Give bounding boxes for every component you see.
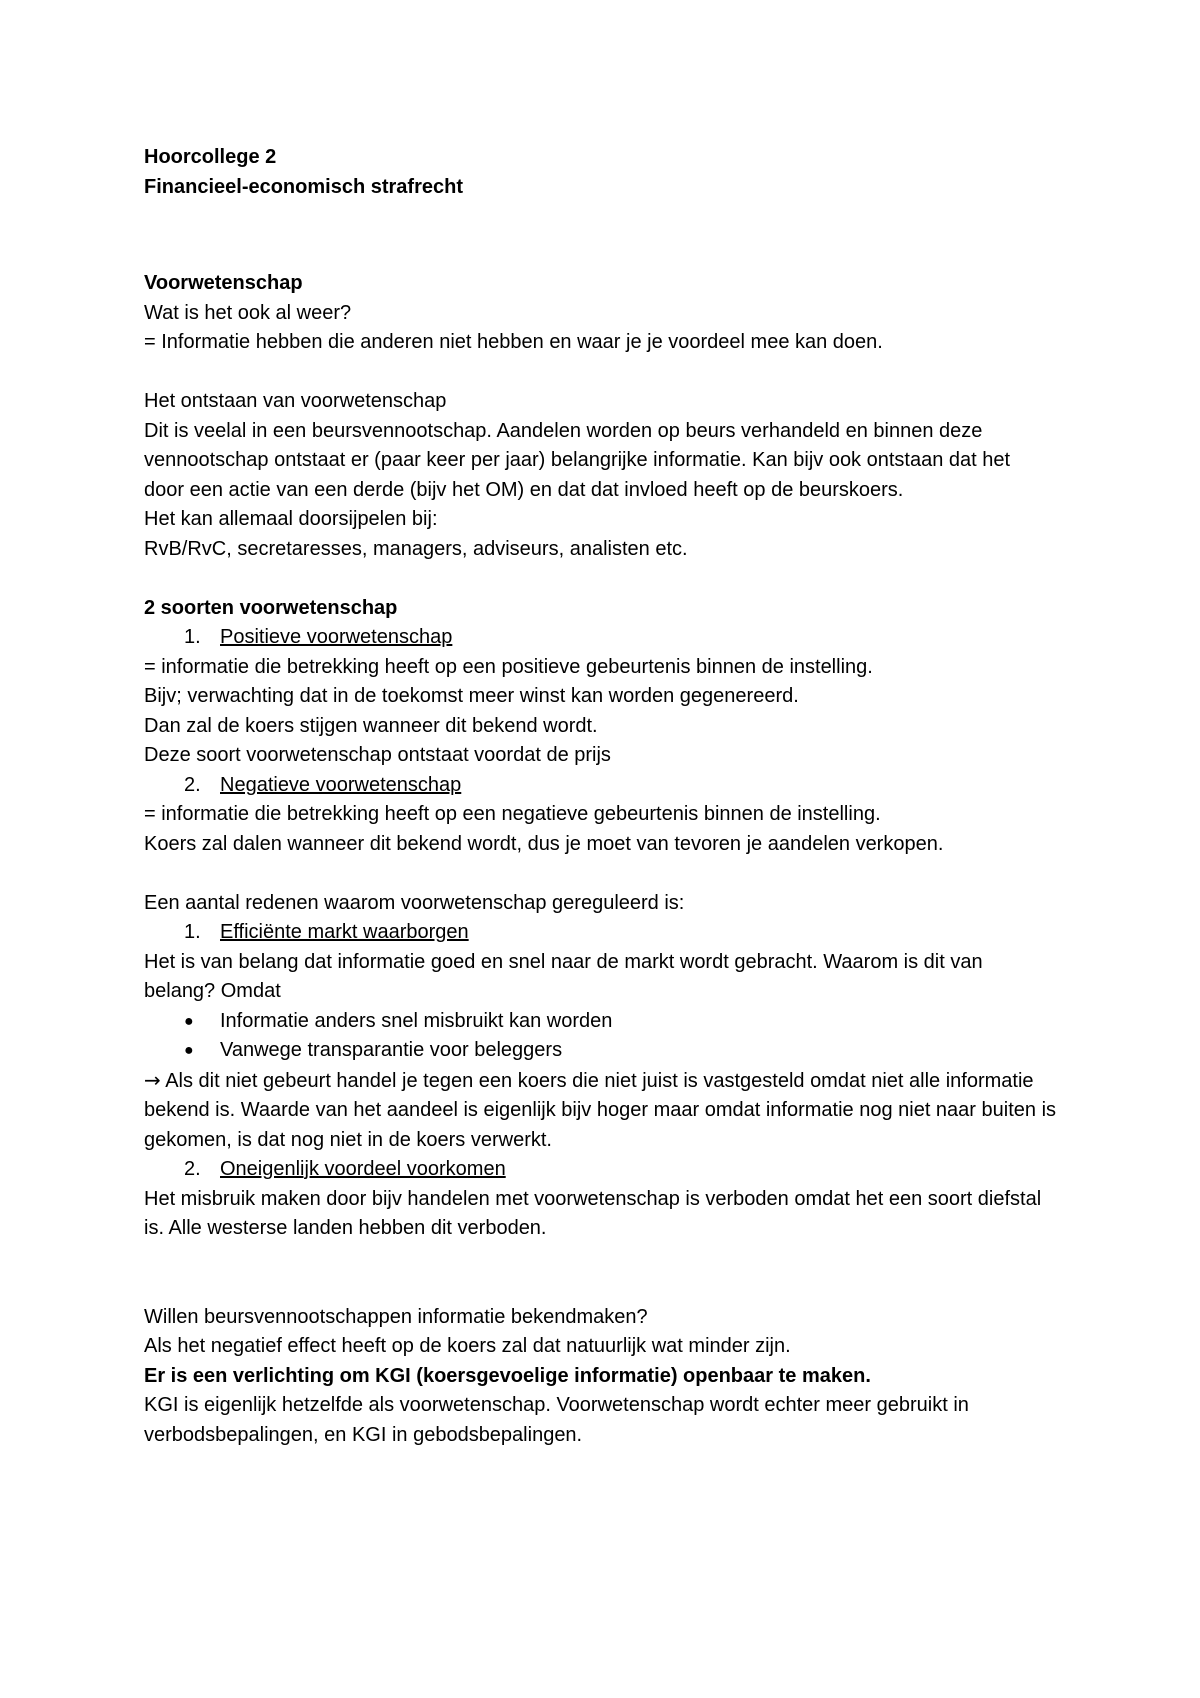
heading-voorwetenschap: Voorwetenschap <box>144 272 303 294</box>
ontstaan-paragraph: Dit is veelal in een beursvennootschap. Aandelen worden op beurs verhandeld en binnen deze vennootschap ontstaat er (paar keer per jaar) belangrijke informatie. Kan bijv ook ontstaan dat het door een actie van een derde (bijv het OM) en dat dat invloed heeft op de beurskoers. <box>144 419 1011 501</box>
document-subtitle: Financieel-economisch strafrecht <box>144 175 463 198</box>
definition-text: = Informatie hebben die anderen niet hebben en waar je je voordeel mee kan doen. <box>144 331 883 353</box>
efficient-paragraph: Het is van belang dat informatie goed en snel naar de markt wordt gebracht. Waarom is dit van belang? Omdat <box>144 950 983 1002</box>
text-line: Als het negatief effect heeft op de koers zal dat natuurlijk wat minder zijn. <box>144 1335 791 1357</box>
bullet-text: Vanwege transparantie voor beleggers <box>220 1039 563 1061</box>
arrow-icon: → <box>144 1067 161 1092</box>
numbered-item <box>144 623 1064 653</box>
text-line: Koers zal dalen wanneer dit bekend wordt, dus je moet van tevoren je aandelen verkopen. <box>144 832 944 855</box>
question-text: Wat is het ook al weer? <box>144 301 352 324</box>
document-body <box>144 143 1064 1450</box>
bullet-item <box>144 1036 1064 1066</box>
arrow-text: Als dit niet gebeurt handel je tegen een koers die niet juist is vastgesteld omdat niet alle informatie bekend is. Waarde van het aandeel is eigenlijk bijv hoger maar omdat informatie nog niet naar buiten is gekomen, is dat nog niet in de koers verwerkt. <box>144 1069 1057 1151</box>
text-line: Dan zal de koers stijgen wanneer dit bekend wordt. <box>144 714 598 737</box>
arrow-paragraph <box>144 1066 1059 1156</box>
text-line: Bijv; verwachting dat in de toekomst meer winst kan worden gegenereerd. <box>144 685 799 707</box>
item-number: 1. <box>184 626 201 648</box>
kgi-paragraph: KGI is eigenlijk hetzelfde als voorwetenschap. Voorwetenschap wordt echter meer gebruikt in verbodsbepalingen, en KGI in gebodsbepalingen. <box>144 1394 969 1446</box>
item-title: Oneigenlijk voordeel voorkomen <box>220 1158 506 1180</box>
heading-soorten: 2 soorten voorwetenschap <box>144 596 398 619</box>
heading-redenen: Een aantal redenen waarom voorwetenschap gereguleerd is: <box>144 891 685 914</box>
item-number: 2. <box>184 773 201 796</box>
heading-ontstaan: Het ontstaan van voorwetenschap <box>144 390 447 412</box>
numbered-item <box>144 771 1064 801</box>
bullet-icon: ● <box>184 1042 194 1059</box>
text-line: = informatie die betrekking heeft op een positieve gebeurtenis binnen de instelling. <box>144 655 873 678</box>
bullet-icon: ● <box>184 1012 194 1030</box>
text-line: = informatie die betrekking heeft op een negatieve gebeurtenis binnen de instelling. <box>144 803 881 825</box>
oneigenlijk-paragraph: Het misbruik maken door bijv handelen met voorwetenschap is verboden omdat het een soort diefstal is. Alle westerse landen hebben dit verboden. <box>144 1187 1042 1239</box>
leak-list: RvB/RvC, secretaresses, managers, adviseurs, analisten etc. <box>144 537 688 560</box>
item-title: Negatieve voorwetenschap <box>220 773 462 796</box>
question-kgi: Willen beursvennootschappen informatie bekendmaken? <box>144 1305 648 1328</box>
leak-intro: Het kan allemaal doorsijpelen bij: <box>144 508 438 530</box>
document-title: Hoorcollege 2 <box>144 146 277 168</box>
bullet-text: Informatie anders snel misbruikt kan worden <box>220 1009 613 1032</box>
bold-statement: Er is een verlichting om KGI (koersgevoelige informatie) openbaar te maken. <box>144 1364 871 1387</box>
text-line: Deze soort voorwetenschap ontstaat voordat de prijs <box>144 744 611 766</box>
numbered-item <box>144 918 1064 948</box>
item-number: 1. <box>184 921 201 943</box>
item-title: Efficiënte markt waarborgen <box>220 921 469 943</box>
numbered-item <box>144 1155 1064 1185</box>
item-title: Positieve voorwetenschap <box>220 626 453 648</box>
bullet-item <box>144 1007 1064 1037</box>
item-number: 2. <box>184 1158 201 1180</box>
